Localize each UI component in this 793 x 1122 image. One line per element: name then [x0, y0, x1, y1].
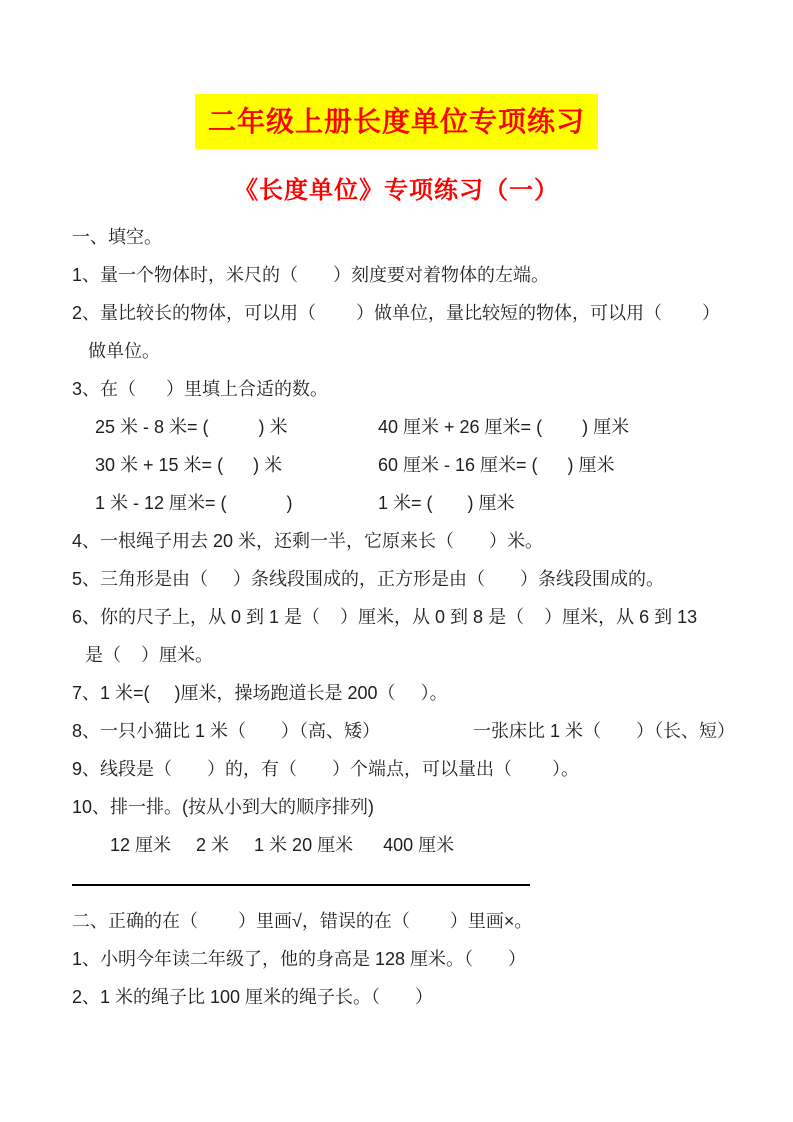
- equation-3b: 1 米= ( ) 厘米: [378, 493, 515, 513]
- question-6-line2: 是（ ）厘米。: [85, 645, 214, 665]
- question-10: 10、排一排。(按从小到大的顺序排列): [72, 797, 375, 817]
- section1-heading: 一、填空。: [72, 227, 162, 247]
- question-7: 7、1 米=( )厘米，操场跑道长是 200（ ）。: [72, 683, 448, 703]
- equation-row-3: [72, 484, 735, 522]
- section2-question-1: 1、小明今年读二年级了，他的身高是 128 厘米。（ ）: [72, 949, 527, 969]
- question-9: 9、线段是（ ）的，有（ ）个端点，可以量出（ ）。: [72, 759, 580, 779]
- question-2-line2: 做单位。: [88, 341, 160, 361]
- page-title: 二年级上册长度单位专项练习: [195, 94, 598, 149]
- question-8: [72, 712, 735, 750]
- question-10-items: 12 厘米 2 米 1 米 20 厘米 400 厘米: [110, 835, 455, 855]
- equation-3a: 1 米 - 12 厘米= ( ): [95, 493, 293, 513]
- answer-line-slot: [72, 864, 735, 902]
- section2-question-2: 2、1 米的绳子比 100 厘米的绳子长。（ ）: [72, 987, 434, 1007]
- question-1: 1、量一个物体时，米尺的（ ）刻度要对着物体的左端。: [72, 265, 550, 285]
- title-banner: [0, 0, 793, 149]
- worksheet-body: [0, 218, 793, 1016]
- question-6-line1: 6、你的尺子上，从 0 到 1 是（ ）厘米，从 0 到 8 是（ ）厘米，从 6 到 13: [72, 607, 698, 627]
- equation-row-1: [72, 408, 735, 446]
- equation-1a: 25 米 - 8 米= ( ) 米: [95, 417, 288, 437]
- question-8-part2: 一张床比 1 米（ ）（长、短）: [472, 721, 735, 741]
- equation-2b: 60 厘米 - 16 厘米= ( ) 厘米: [378, 455, 615, 475]
- answer-line: [72, 884, 530, 886]
- section2-heading: 二、正确的在（ ）里画√，错误的在（ ）里画×。: [72, 911, 533, 931]
- page-subtitle: 《长度单位》专项练习（一）: [234, 177, 559, 204]
- equation-1b: 40 厘米 + 26 厘米= ( ) 厘米: [378, 417, 630, 437]
- question-5: 5、三角形是由（ ）条线段围成的，正方形是由（ ）条线段围成的。: [72, 569, 665, 589]
- question-8-part1: 8、一只小猫比 1 米（ ）（高、矮）: [72, 721, 381, 741]
- equation-2a: 30 米 + 15 米= ( ) 米: [95, 455, 283, 475]
- question-2-line1: 2、量比较长的物体，可以用（ ）做单位，量比较短的物体，可以用（ ）: [72, 303, 721, 323]
- equation-row-2: [72, 446, 735, 484]
- question-4: 4、一根绳子用去 20 米，还剩一半，它原来长（ ）米。: [72, 531, 544, 551]
- question-3: 3、在（ ）里填上合适的数。: [72, 379, 329, 399]
